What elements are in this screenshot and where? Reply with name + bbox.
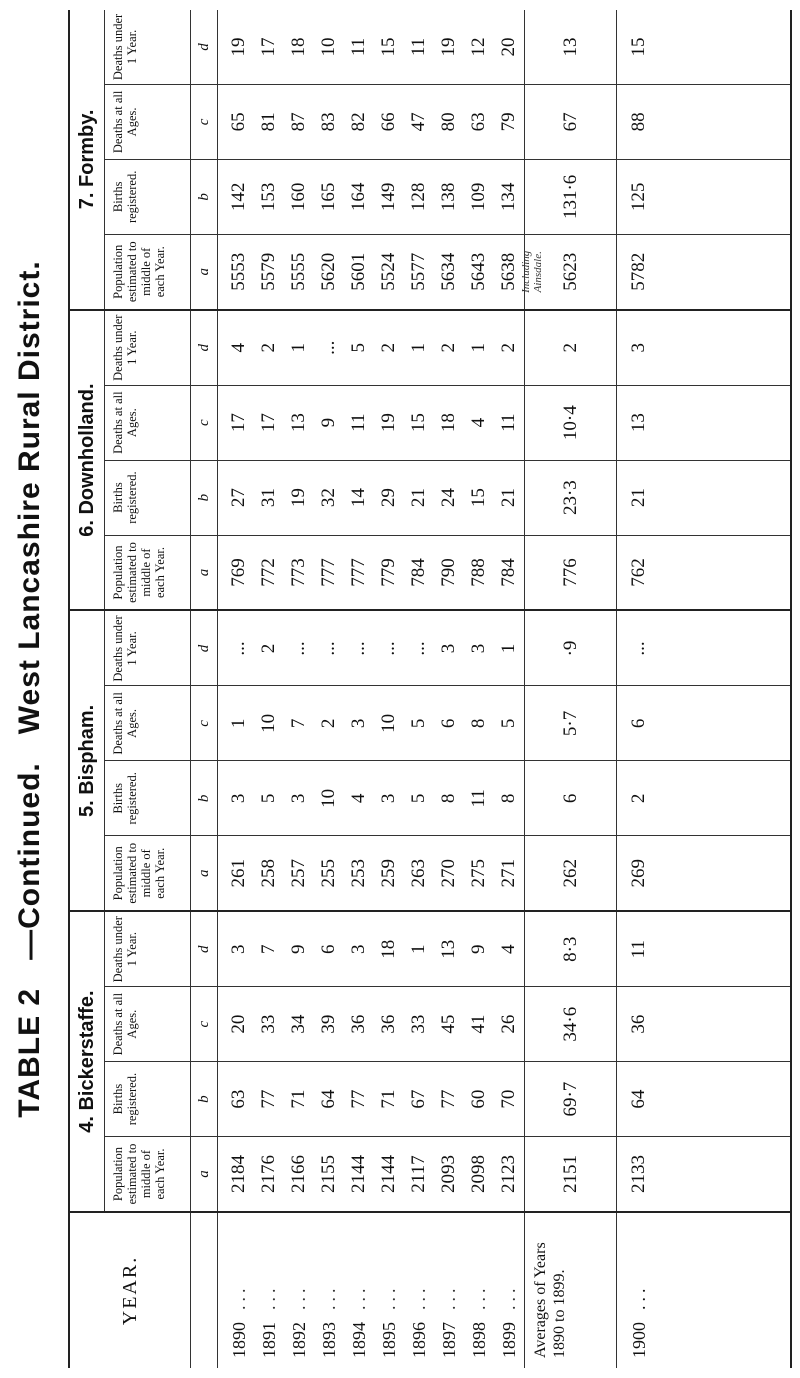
column-header: Births registered.	[105, 160, 191, 234]
table-cell: 773	[288, 558, 309, 587]
table-cell: 11	[498, 413, 519, 432]
average-cell: 262	[524, 836, 616, 910]
table-cell: 7	[288, 718, 309, 729]
table-cell: 777	[348, 558, 369, 587]
column-b	[105, 1061, 790, 1136]
table-cell: 71	[288, 1089, 309, 1109]
table-cell: 2144	[348, 1155, 369, 1194]
column-c	[105, 685, 790, 760]
table-cell: 5553	[228, 252, 249, 291]
table-cell: 13	[438, 939, 459, 959]
table-cell: ...	[288, 641, 309, 656]
column-letter: a	[191, 235, 218, 309]
year-1900-cell: 762	[616, 536, 661, 610]
table-cell: 165	[318, 182, 339, 212]
table-cell: 160	[288, 182, 309, 212]
table-cell: 8	[498, 793, 519, 804]
year-row-label: 1893 ...	[318, 1284, 339, 1358]
district-block	[70, 910, 790, 1211]
table-cell: 271	[498, 859, 519, 888]
table-cell: 9	[468, 944, 489, 954]
table-cell: 2144	[378, 1155, 399, 1194]
table-cell: ...	[228, 641, 249, 656]
column-header: Population estimated to middle of each Year.	[105, 836, 191, 910]
table-cell: 80	[438, 112, 459, 132]
table-cell: 2	[438, 342, 459, 353]
table-cell: ...	[318, 641, 339, 656]
table-cell: 2	[498, 342, 519, 353]
column-c	[105, 84, 790, 159]
district-block	[70, 10, 790, 309]
averages-label: Averages of Years 1890 to 1899.	[524, 1213, 616, 1368]
table-cell: 3	[348, 944, 369, 954]
column-letter: b	[191, 461, 218, 535]
table-cell: 11	[348, 37, 369, 57]
year-row-label: 1896 ...	[408, 1284, 429, 1358]
table-cell: 36	[348, 1014, 369, 1034]
table-cell: 63	[468, 112, 489, 132]
average-cell: 2151	[524, 1137, 616, 1211]
column-letter: a	[191, 536, 218, 610]
column-header: Deaths under 1 Year.	[105, 912, 191, 986]
table-cell: 5	[498, 718, 519, 729]
year-1900-cell: 3	[616, 311, 661, 385]
table-cell: 27	[228, 488, 249, 508]
table-cell: 17	[258, 413, 279, 433]
column-header: Population estimated to middle of each Year.	[105, 235, 191, 309]
table-cell: 33	[258, 1014, 279, 1034]
year-row-label: 1895 ...	[378, 1284, 399, 1358]
table-cell: 2176	[258, 1155, 279, 1194]
column-header: Births registered.	[105, 761, 191, 835]
table-cell: 36	[378, 1014, 399, 1034]
table-cell: 2	[318, 718, 339, 729]
column-letter: c	[191, 686, 218, 760]
district-block	[70, 610, 790, 911]
table-cell: 3	[348, 718, 369, 729]
column-b	[105, 460, 790, 535]
year-1900-cell: 13	[616, 386, 661, 460]
table-cell: 2093	[438, 1155, 459, 1194]
table-cell: 15	[408, 413, 429, 433]
table-cell: 3	[288, 793, 309, 804]
table-cell: 39	[318, 1014, 339, 1034]
table-cell: 253	[348, 859, 369, 888]
table-cell: 270	[438, 859, 459, 888]
table-cell: 2	[258, 643, 279, 654]
column-d	[105, 912, 790, 986]
table-cell: 33	[408, 1014, 429, 1034]
district-name: 7. Formby.	[70, 10, 105, 309]
table-cell: 19	[438, 37, 459, 57]
district-name: 5. Bispham.	[70, 612, 105, 911]
table-cell: 14	[348, 488, 369, 508]
table-cell: 2117	[408, 1155, 429, 1193]
table-cell: 67	[408, 1089, 429, 1109]
table-cell: 77	[258, 1089, 279, 1109]
table-cell: 1	[408, 342, 429, 353]
column-header: Deaths under 1 Year.	[105, 612, 191, 686]
table-cell: 772	[258, 558, 279, 587]
column-header: Population estimated to middle of each Year.	[105, 536, 191, 610]
table-cell: 11	[468, 789, 489, 808]
year-1900-cell: 5782	[616, 235, 661, 309]
table-cell: 13	[288, 413, 309, 433]
column-header: Deaths at all Ages.	[105, 85, 191, 159]
table-cell: 18	[378, 939, 399, 959]
column-letter: d	[191, 10, 218, 84]
table-cell: 788	[468, 558, 489, 587]
year-rows	[218, 1213, 524, 1368]
table-cell: 3	[438, 643, 459, 654]
table-cell: 10	[258, 713, 279, 733]
table-cell: 258	[258, 859, 279, 888]
column-b	[105, 760, 790, 835]
table-cell: 4	[498, 944, 519, 954]
year-1900-cell: 64	[616, 1062, 661, 1136]
table-cell: 20	[228, 1014, 249, 1034]
table-cell: 18	[288, 37, 309, 57]
table-cell: 7	[258, 944, 279, 954]
table-cell: 2155	[318, 1155, 339, 1194]
column-letter: b	[191, 160, 218, 234]
average-cell: 34·6	[524, 987, 616, 1061]
table-cell: 1	[468, 342, 489, 353]
table-cell: 18	[438, 413, 459, 433]
table-region: West Lancashire Rural District.	[13, 260, 46, 735]
table-cell: 257	[288, 859, 309, 888]
year-1900-cell: 11	[616, 912, 661, 986]
year-row-label: 1894 ...	[348, 1284, 369, 1358]
year-1900-label: 1900 ...	[616, 1213, 661, 1368]
column-header: Births registered.	[105, 461, 191, 535]
districts-container	[70, 10, 790, 1211]
table-cell: 65	[228, 112, 249, 132]
average-cell: 8·3	[524, 912, 616, 986]
column-a	[105, 535, 790, 610]
table-cell: 1	[498, 643, 519, 654]
table-cell: 138	[438, 182, 459, 212]
average-cell: ·9	[524, 612, 616, 686]
table-cell: 10	[378, 713, 399, 733]
year-1900-cell: 88	[616, 85, 661, 159]
table-cell: 34	[288, 1014, 309, 1034]
column-letter: c	[191, 85, 218, 159]
table-cell: 81	[258, 112, 279, 132]
column-d	[105, 612, 790, 686]
table-cell: 4	[348, 793, 369, 804]
table-cell: 4	[228, 342, 249, 353]
table-cell: 9	[318, 417, 339, 428]
table-cell: 259	[378, 859, 399, 888]
year-1900-cell: 6	[616, 686, 661, 760]
table-cell: 70	[498, 1089, 519, 1109]
average-cell: 10·4	[524, 386, 616, 460]
table-cell: 31	[258, 488, 279, 508]
table-cell: 261	[228, 859, 249, 888]
table-cell: 3	[468, 643, 489, 654]
column-header: Population estimated to middle of each Year.	[105, 1137, 191, 1211]
table-cell: 15	[378, 37, 399, 57]
table-cell: 77	[348, 1089, 369, 1109]
table-cell: 5638	[498, 252, 519, 291]
district-block	[70, 309, 790, 610]
table-cell: 779	[378, 558, 399, 587]
column-letter: d	[191, 912, 218, 986]
table-cell: 142	[228, 182, 249, 212]
column-letter: b	[191, 1062, 218, 1136]
district-name: 6. Downholland.	[70, 311, 105, 610]
year-1900-cell: 269	[616, 836, 661, 910]
table-cell: ...	[348, 641, 369, 656]
table-cell: 149	[378, 182, 399, 212]
column-letter: c	[191, 386, 218, 460]
average-cell: 13	[524, 10, 616, 84]
column-a: Population estimated to middle of each Year. a 5553 5579 5555 5620 5601 5524 5577 5634 5643 5638 Including Ainsdale. 5623 5782	[105, 234, 790, 309]
table-cell: 11	[348, 413, 369, 432]
year-row-label: 1892 ...	[288, 1284, 309, 1358]
column-a	[105, 835, 790, 910]
table-cell: 1	[228, 718, 249, 729]
column-header: Deaths under 1 Year.	[105, 311, 191, 385]
column-a	[105, 1136, 790, 1211]
column-header: Deaths at all Ages.	[105, 686, 191, 760]
year-row-label: 1897 ...	[438, 1284, 459, 1358]
table-cell: 45	[438, 1014, 459, 1034]
column-letter: a	[191, 836, 218, 910]
table-cell: 21	[408, 488, 429, 508]
table-cell: 8	[438, 793, 459, 804]
column-letter: c	[191, 987, 218, 1061]
table-cell: 3	[228, 793, 249, 804]
year-1900-cell: 2133	[616, 1137, 661, 1211]
table-cell: 2	[258, 342, 279, 353]
average-cell: 131·6	[524, 160, 616, 234]
table-cell: 63	[228, 1089, 249, 1109]
table-number: TABLE 2	[13, 987, 46, 1118]
table-cell: 5	[348, 342, 369, 353]
column-letter: b	[191, 761, 218, 835]
table-cell: 3	[228, 944, 249, 954]
table-cell: ...	[318, 340, 339, 355]
table-cell: 21	[498, 488, 519, 508]
table-cell: 5577	[408, 252, 429, 291]
year-row-label: 1891 ...	[258, 1284, 279, 1358]
table-cell: 1	[408, 944, 429, 954]
table-cell: 790	[438, 558, 459, 587]
table-cell: 5524	[378, 252, 399, 291]
average-cell: 5623	[524, 235, 616, 309]
table-cell: 17	[258, 37, 279, 57]
average-cell: 69·7	[524, 1062, 616, 1136]
column-letter: d	[191, 612, 218, 686]
year-row-label: 1898 ...	[468, 1284, 489, 1358]
table-cell: 26	[498, 1014, 519, 1034]
average-cell: 5·7	[524, 686, 616, 760]
table-cell: 5	[408, 718, 429, 729]
table-cell: 2098	[468, 1155, 489, 1194]
average-cell: 2	[524, 311, 616, 385]
table-cell: 11	[408, 37, 429, 57]
table-cell: 5	[258, 793, 279, 804]
column-header: Births registered.	[105, 1062, 191, 1136]
table-cell: 12	[468, 37, 489, 57]
table-cell: 2	[378, 342, 399, 353]
table-cell: 66	[378, 112, 399, 132]
year-1900-cell: 21	[616, 461, 661, 535]
table-cell: 784	[408, 558, 429, 587]
column-header: Deaths at all Ages.	[105, 386, 191, 460]
table-cell: 5	[408, 793, 429, 804]
column-c	[105, 385, 790, 460]
table-cell: 2184	[228, 1155, 249, 1194]
table-cell: 3	[378, 793, 399, 804]
table-cell: 29	[378, 488, 399, 508]
average-cell: 776	[524, 536, 616, 610]
average-cell: 67	[524, 85, 616, 159]
table-cell: 87	[288, 112, 309, 132]
table-cell: 2123	[498, 1155, 519, 1194]
table-cell: 769	[228, 558, 249, 587]
table-cell: 153	[258, 182, 279, 212]
table-cell: 164	[348, 182, 369, 212]
table-cell: 64	[318, 1089, 339, 1109]
column-letter: a	[191, 1137, 218, 1211]
table-cell: 1	[288, 342, 309, 353]
table-cell: 32	[318, 488, 339, 508]
table-cell: 255	[318, 859, 339, 888]
table-cell: 109	[468, 182, 489, 212]
table-cell: 19	[288, 488, 309, 508]
statistics-table	[68, 10, 792, 1368]
table-cell: 5634	[438, 252, 459, 291]
table-cell: 5579	[258, 252, 279, 291]
year-1900-cell: 36	[616, 987, 661, 1061]
average-cell: 23·3	[524, 461, 616, 535]
column-d	[105, 10, 790, 84]
table-cell: 263	[408, 859, 429, 888]
table-cell: 83	[318, 112, 339, 132]
table-cell: 2166	[288, 1155, 309, 1194]
column-letter: d	[191, 311, 218, 385]
table-cell: 24	[438, 488, 459, 508]
table-cell: 128	[408, 182, 429, 212]
table-cell: 15	[468, 488, 489, 508]
average-cell: 6	[524, 761, 616, 835]
table-cell: 60	[468, 1089, 489, 1109]
table-cell: 5620	[318, 252, 339, 291]
table-cell: 77	[438, 1089, 459, 1109]
table-cell: 10	[318, 788, 339, 808]
table-cell: 19	[378, 413, 399, 433]
year-row-label: 1899 ...	[498, 1284, 519, 1358]
table-cell: 19	[228, 37, 249, 57]
table-cell: 5555	[288, 252, 309, 291]
table-cell: 784	[498, 558, 519, 587]
column-header: Deaths under 1 Year.	[105, 10, 191, 84]
column-d	[105, 311, 790, 385]
table-cell: 5601	[348, 252, 369, 291]
district-name: 4. Bickerstaffe.	[70, 912, 105, 1211]
year-row-label: 1890 ...	[228, 1284, 249, 1358]
year-1900-cell: ...	[616, 612, 661, 686]
table-title	[0, 0, 60, 1378]
year-header: YEAR.	[70, 1213, 191, 1368]
year-1900-cell: 2	[616, 761, 661, 835]
table-cell: 777	[318, 558, 339, 587]
table-cell: 20	[498, 37, 519, 57]
year-column	[70, 1211, 790, 1368]
table-cell: 5643	[468, 252, 489, 291]
table-cell: ...	[408, 641, 429, 656]
table-cell: 134	[498, 182, 519, 212]
table-cell: 71	[378, 1089, 399, 1109]
year-1900-cell: 15	[616, 10, 661, 84]
table-cell: 4	[468, 417, 489, 428]
column-c	[105, 986, 790, 1061]
table-cell: 41	[468, 1014, 489, 1034]
table-cell: 9	[288, 944, 309, 954]
table-cell: 82	[348, 112, 369, 132]
table-continued: —Continued.	[13, 762, 46, 960]
table-cell: 17	[228, 413, 249, 433]
table-cell: ...	[378, 641, 399, 656]
table-cell: 6	[318, 944, 339, 954]
table-cell: 275	[468, 859, 489, 888]
table-cell: 47	[408, 112, 429, 132]
column-b	[105, 159, 790, 234]
table-cell: 79	[498, 112, 519, 132]
year-1900-cell: 125	[616, 160, 661, 234]
column-header: Deaths at all Ages.	[105, 987, 191, 1061]
table-cell: 8	[468, 718, 489, 729]
table-cell: 6	[438, 718, 459, 729]
table-cell: 10	[318, 37, 339, 57]
